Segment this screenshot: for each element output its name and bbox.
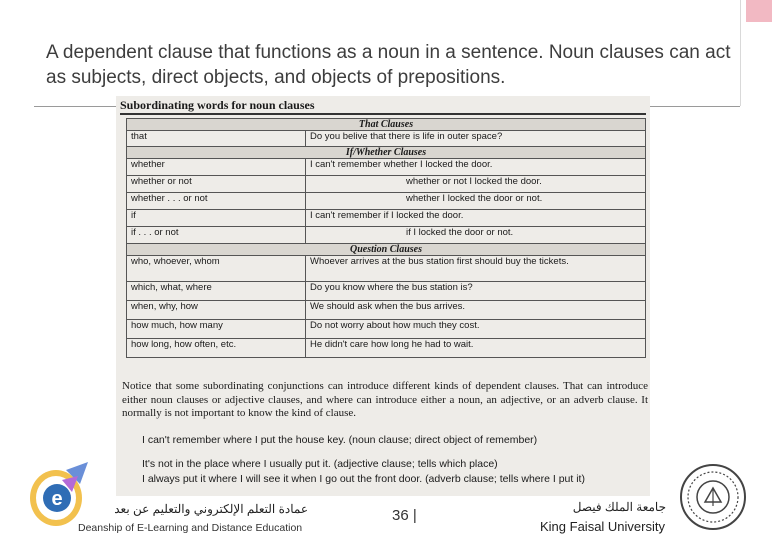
table-cell-word: who, whoever, whom (127, 256, 306, 282)
table-cell-example: Do you belive that there is life in outer space? (306, 131, 646, 147)
table-cell-example: whether I locked the door or not. (306, 193, 646, 210)
deanship-name-arabic: عمادة التعلم الإلكتروني والتعليم عن بعد (114, 502, 308, 516)
group-header-row (127, 119, 646, 131)
table-cell-example: He didn't care how long he had to wait. (306, 339, 646, 358)
deanship-name-english: Deanship of E-Learning and Distance Education (78, 522, 303, 534)
table-cell-word: whether or not (127, 176, 306, 193)
table-cell-example: Do you know where the bus station is? (306, 282, 646, 301)
scan-heading-rule (120, 113, 646, 115)
table-cell-word: how much, how many (127, 320, 306, 339)
group-header-row (127, 244, 646, 256)
table-cell-word: that (127, 131, 306, 147)
university-name-arabic: جامعة الملك فيصل (572, 500, 666, 514)
table-cell-word: when, why, how (127, 301, 306, 320)
table-cell-example: I can't remember whether I locked the door. (306, 159, 646, 176)
e-learning-logo-icon (26, 458, 92, 530)
group-header: If/Whether Clauses (127, 147, 646, 159)
table-cell-word: if (127, 210, 306, 227)
table-cell-word: if . . . or not (127, 227, 306, 244)
example-sentence: It's not in the place where I usually put it. (adjective clause; tells which place) (142, 458, 498, 470)
table-row (127, 282, 646, 301)
table-cell-example: I can't remember if I locked the door. (306, 210, 646, 227)
table-row (127, 301, 646, 320)
page-number: 36 | (392, 507, 417, 524)
example-sentence: I always put it where I will see it when I go out the front door. (adverb clause; tells where I put it) (142, 473, 585, 485)
subordinating-words-table (126, 118, 646, 358)
table-row (127, 256, 646, 282)
group-header-row (127, 147, 646, 159)
table-cell-word: how long, how often, etc. (127, 339, 306, 358)
table-cell-example: whether or not I locked the door. (306, 176, 646, 193)
table-cell-example: if I locked the door or not. (306, 227, 646, 244)
university-name-english: King Faisal University (540, 519, 665, 534)
scan-heading: Subordinating words for noun clauses (120, 98, 315, 112)
accent-pink-block (746, 0, 772, 22)
table-row (127, 159, 646, 176)
notice-paragraph: Notice that some subordinating conjunctions can introduce different kinds of dependent clauses. That can introduce either noun clauses or adjective clauses, and where can introduce either a noun, an adjective, or an adverb clause. It normally is not important to know the kind of clause. (122, 380, 648, 419)
table-row (127, 131, 646, 147)
table-cell-word: which, what, where (127, 282, 306, 301)
university-seal-icon (678, 462, 748, 532)
table-row (127, 320, 646, 339)
scanned-textbook-image (116, 96, 650, 496)
svg-text:e: e (51, 488, 63, 510)
group-header: Question Clauses (127, 244, 646, 256)
table-cell-example: Whoever arrives at the bus station first should buy the tickets. (306, 256, 646, 282)
table-cell-example: We should ask when the bus arrives. (306, 301, 646, 320)
table-row (127, 210, 646, 227)
table-row (127, 176, 646, 193)
example-sentence: I can't remember where I put the house key. (noun clause; direct object of remember) (142, 434, 538, 446)
table-row (127, 227, 646, 244)
table-row (127, 193, 646, 210)
slide-title: A dependent clause that functions as a noun in a sentence. Noun clauses can act as subjects, direct objects, and objects of prepositions. (46, 42, 731, 88)
table-cell-word: whether (127, 159, 306, 176)
group-header: That Clauses (127, 119, 646, 131)
table-cell-example: Do not worry about how much they cost. (306, 320, 646, 339)
table-row (127, 339, 646, 358)
table-cell-word: whether . . . or not (127, 193, 306, 210)
